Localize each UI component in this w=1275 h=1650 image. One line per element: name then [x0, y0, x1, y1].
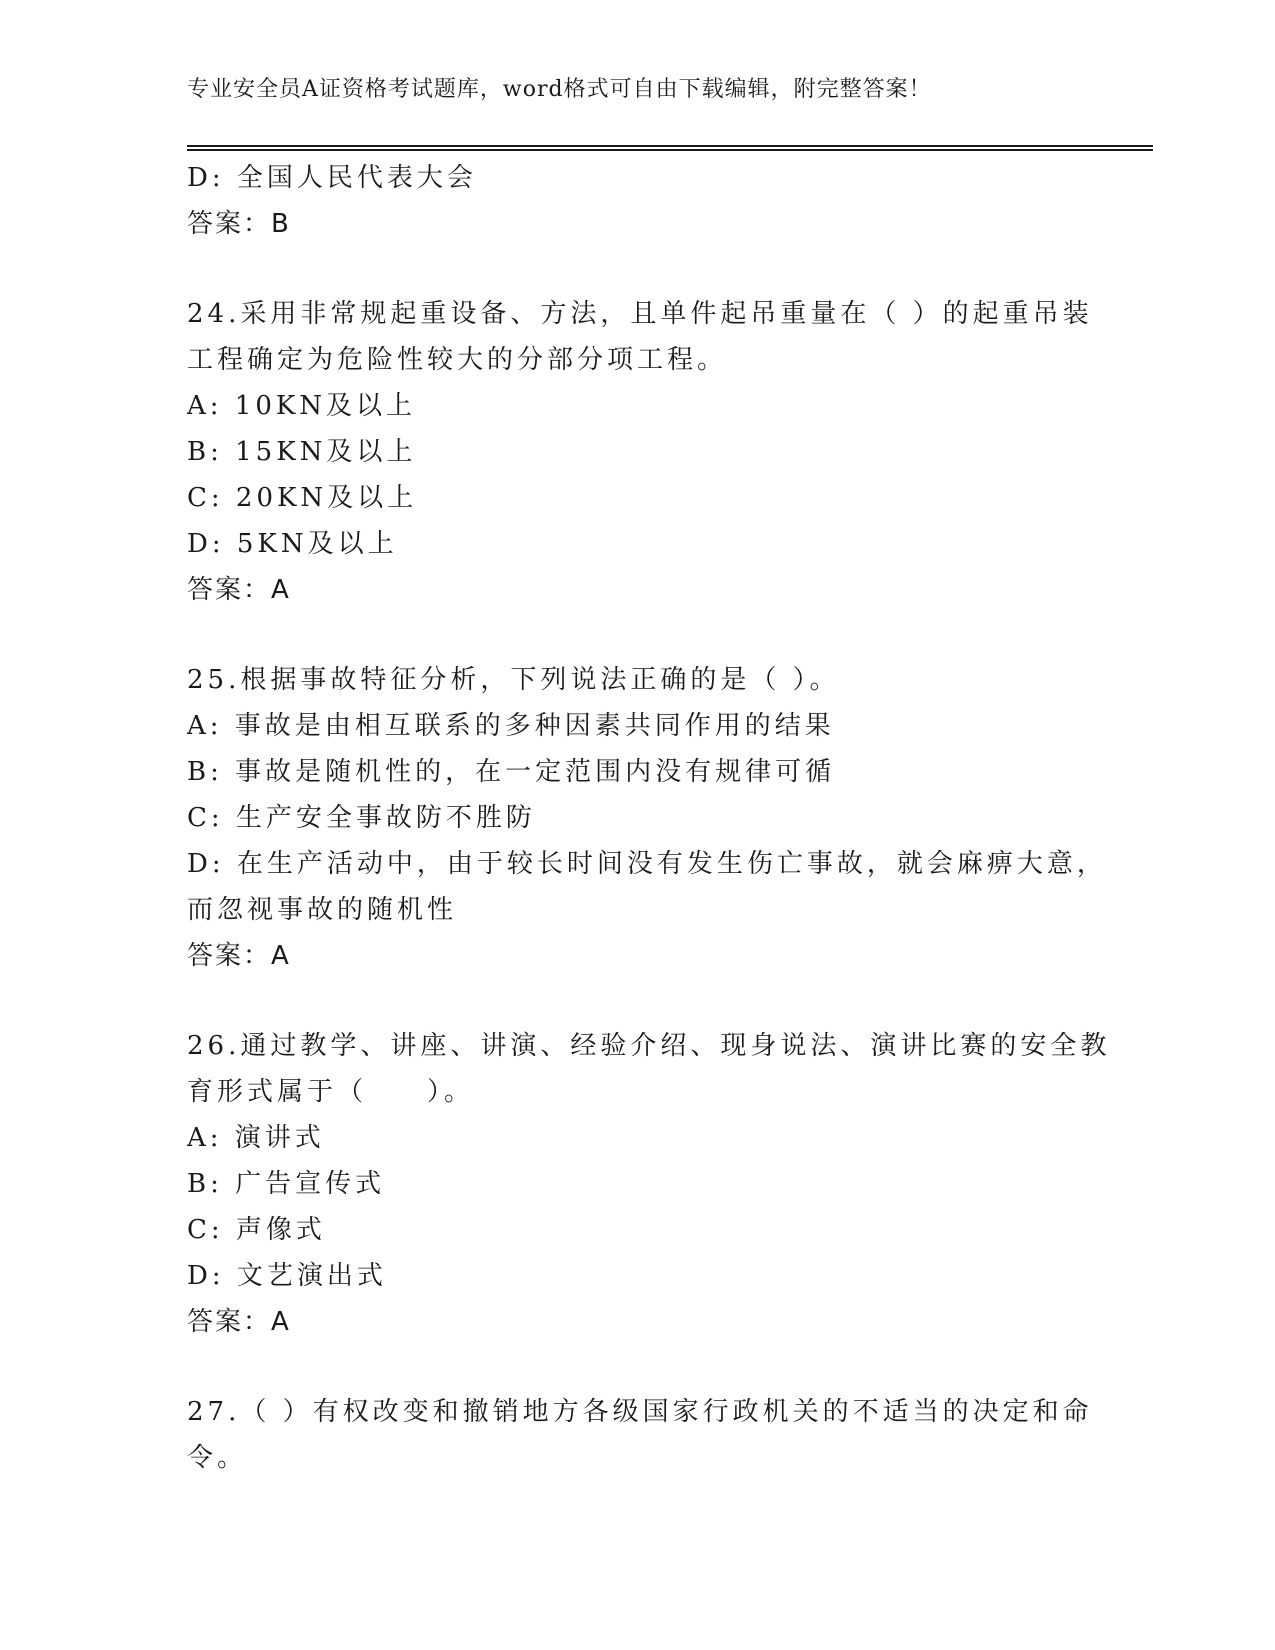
- option-c: C: 生产安全事故防不胜防: [187, 803, 536, 833]
- option-b: B: 15KN及以上: [187, 437, 417, 467]
- option-d: D: 全国人民代表大会: [187, 163, 477, 193]
- question-stem: 工程确定为危险性较大的分部分项工程。: [187, 345, 728, 375]
- option-b: B: 事故是随机性的，在一定范围内没有规律可循: [187, 757, 836, 787]
- spacer: [187, 247, 1087, 291]
- option-c: C: 20KN及以上: [187, 483, 418, 513]
- answer-line: 答案：A: [187, 941, 291, 971]
- option-a: A: 10KN及以上: [187, 391, 417, 421]
- question-25: [187, 657, 1107, 979]
- spacer: [187, 1345, 1087, 1389]
- question-stem: 26.通过教学、讲座、讲演、经验介绍、现身说法、演讲比赛的安全教: [187, 1031, 1111, 1061]
- question-24: [187, 291, 1093, 613]
- option-d: D: 文艺演出式: [187, 1261, 387, 1291]
- answer-line: 答案：A: [187, 575, 291, 605]
- option-a: A: 事故是由相互联系的多种因素共同作用的结果: [187, 711, 835, 741]
- spacer: [187, 979, 1087, 1023]
- question-stem: 令。: [187, 1443, 248, 1473]
- question-26: [187, 1023, 1111, 1345]
- option-d: D: 在生产活动中，由于较长时间没有发生伤亡事故，就会麻痹大意，: [187, 849, 1107, 879]
- question-stem: 25.根据事故特征分析，下列说法正确的是（ ）。: [187, 665, 840, 695]
- option-d-continued: 而忽视事故的随机性: [187, 895, 458, 925]
- question-stem: 24.采用非常规起重设备、方法，且单件起吊重量在（ ）的起重吊装: [187, 299, 1093, 329]
- option-d: D: 5KN及以上: [187, 529, 398, 559]
- answer-line: 答案：B: [187, 209, 291, 239]
- spacer: [187, 613, 1087, 657]
- answer-line: 答案：A: [187, 1307, 291, 1337]
- option-c: C: 声像式: [187, 1215, 326, 1245]
- option-a: A: 演讲式: [187, 1123, 325, 1153]
- question-stem: 育形式属于（ ）。: [187, 1077, 475, 1107]
- header-double-rule: [187, 145, 1153, 151]
- question-stem: 27.（ ）有权改变和撤销地方各级国家行政机关的不适当的决定和命: [187, 1397, 1093, 1427]
- document-body: [187, 155, 1111, 1481]
- page-header: 专业安全员A证资格考试题库，word格式可自由下载编辑，附完整答案！: [187, 77, 932, 102]
- question-27: [187, 1389, 1093, 1481]
- option-b: B: 广告宣传式: [187, 1169, 386, 1199]
